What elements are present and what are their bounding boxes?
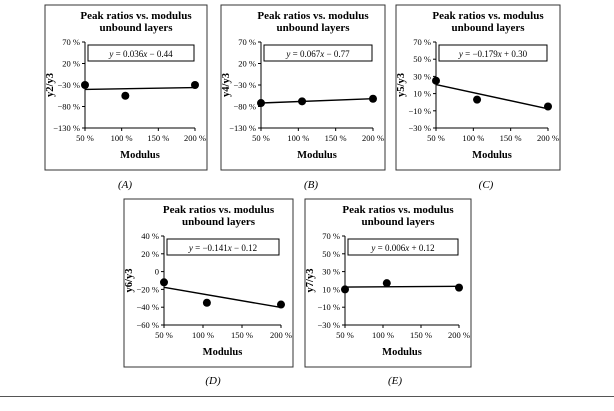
- x-tick-label: 50 %: [336, 330, 354, 340]
- equation-label: y = −0.141x − 0.12: [188, 243, 258, 253]
- chart-title-line-1: Peak ratios vs. modulus: [162, 204, 275, 216]
- y-tick-label: 50 %: [413, 54, 431, 65]
- x-axis-label: Modulus: [472, 150, 512, 161]
- y-tick-label: −60 %: [136, 320, 159, 330]
- x-tick-label: 50 %: [155, 330, 173, 340]
- y-tick-label: −30 %: [57, 80, 80, 90]
- y-tick-label: −30 %: [317, 320, 340, 330]
- y-tick-label: 70 %: [322, 231, 340, 241]
- x-tick-label: 100 %: [287, 133, 310, 143]
- x-tick-label: 150 %: [147, 133, 170, 143]
- data-point: [383, 279, 391, 287]
- x-tick-label: 200 %: [537, 133, 559, 143]
- y-tick-label: 20 %: [62, 58, 80, 69]
- data-point: [341, 285, 349, 293]
- y-tick-label: −30 %: [408, 123, 431, 133]
- chart-title-line-1: Peak ratios vs. modulus: [257, 10, 369, 22]
- x-tick-label: 150 %: [324, 133, 347, 143]
- y-tick-label: 0: [154, 266, 159, 277]
- x-tick-label: 50 %: [252, 133, 270, 143]
- x-tick-label: 100 %: [462, 133, 485, 143]
- x-tick-label: 100 %: [372, 330, 394, 340]
- x-axis-label: Modulus: [120, 150, 160, 161]
- data-point: [544, 103, 552, 111]
- x-axis-label: Modulus: [297, 150, 337, 161]
- data-point: [203, 299, 211, 307]
- y-tick-label: 10 %: [322, 284, 340, 295]
- y-tick-label: −20 %: [136, 284, 159, 295]
- x-tick-label: 200 %: [362, 133, 384, 143]
- chart-title-line-2: unbound layers: [181, 216, 256, 228]
- y-tick-label: −130 %: [229, 123, 256, 133]
- x-tick-label: 50 %: [427, 133, 445, 143]
- x-tick-label: 150 %: [499, 133, 522, 143]
- equation-label: y = 0.067x − 0.77: [286, 49, 350, 59]
- y-tick-label: −10 %: [408, 105, 431, 116]
- data-point: [257, 99, 265, 107]
- equation-label: y = 0.036x − 0.44: [109, 49, 173, 59]
- x-axis-label: Modulus: [382, 347, 422, 358]
- x-tick-label: 50 %: [76, 133, 94, 143]
- panel-caption: (B): [303, 179, 319, 191]
- bottom-rule: [0, 396, 614, 397]
- chart-panel-d: [124, 199, 293, 367]
- y-tick-label: −40 %: [136, 302, 159, 313]
- x-tick-label: 150 %: [231, 330, 253, 340]
- equation-label: y = −0.179x + 0.30: [458, 49, 528, 59]
- data-point: [473, 96, 481, 104]
- y-tick-label: −80 %: [57, 101, 80, 112]
- y-tick-label: −10 %: [317, 302, 340, 313]
- y-axis-label: y7/y3: [305, 268, 316, 293]
- trendline: [345, 286, 459, 287]
- chart-title-line-2: unbound layers: [361, 216, 435, 228]
- y-tick-label: 70 %: [238, 37, 256, 47]
- y-tick-label: 20 %: [141, 248, 159, 259]
- y-tick-label: 70 %: [62, 37, 80, 47]
- panel-caption: (D): [205, 375, 221, 387]
- data-point: [121, 92, 129, 100]
- data-point: [298, 97, 306, 105]
- x-tick-label: 150 %: [410, 330, 432, 340]
- y-tick-label: −30 %: [233, 80, 256, 90]
- chart-title-line-2: unbound layers: [276, 22, 350, 34]
- chart-panel-a: [45, 5, 207, 170]
- chart-panel-b: [221, 5, 385, 170]
- data-point: [277, 301, 285, 309]
- chart-panel-e: [305, 199, 471, 367]
- chart-panel-c: [396, 5, 560, 170]
- x-axis-label: Modulus: [202, 347, 243, 358]
- y-tick-label: −80 %: [233, 101, 256, 112]
- x-tick-label: 200 %: [448, 330, 470, 340]
- y-tick-label: 70 %: [413, 37, 431, 47]
- chart-title-line-2: unbound layers: [451, 22, 525, 34]
- y-axis-label: y4/y3: [221, 73, 232, 97]
- chart-title-line-1: Peak ratios vs. modulus: [432, 10, 544, 22]
- y-tick-label: 30 %: [322, 266, 340, 277]
- data-point: [369, 95, 377, 103]
- y-tick-label: 40 %: [141, 231, 159, 241]
- x-tick-label: 100 %: [192, 330, 214, 340]
- data-point: [81, 81, 89, 89]
- y-tick-label: 30 %: [413, 71, 431, 82]
- chart-title-line-2: unbound layers: [99, 22, 173, 34]
- y-axis-label: y5/y3: [396, 73, 407, 97]
- x-tick-label: 200 %: [270, 330, 292, 340]
- x-tick-label: 200 %: [184, 133, 206, 143]
- data-point: [160, 278, 168, 286]
- panel-caption: (C): [478, 179, 494, 191]
- y-tick-label: −130 %: [53, 123, 80, 133]
- data-point: [455, 284, 463, 292]
- y-tick-label: 20 %: [238, 58, 256, 69]
- data-point: [432, 77, 440, 85]
- x-tick-label: 100 %: [110, 133, 133, 143]
- panel-caption: (A): [117, 179, 133, 191]
- panel-caption: (E): [387, 375, 403, 387]
- y-axis-label: y2/y3: [45, 73, 56, 97]
- chart-title-line-1: Peak ratios vs. modulus: [80, 10, 192, 22]
- y-axis-label: y6/y3: [124, 268, 135, 293]
- equation-label: y = 0.006x + 0.12: [371, 243, 435, 253]
- data-point: [191, 81, 199, 89]
- y-tick-label: 50 %: [322, 248, 340, 259]
- chart-title-line-1: Peak ratios vs. modulus: [342, 204, 454, 216]
- y-tick-label: 10 %: [413, 88, 431, 99]
